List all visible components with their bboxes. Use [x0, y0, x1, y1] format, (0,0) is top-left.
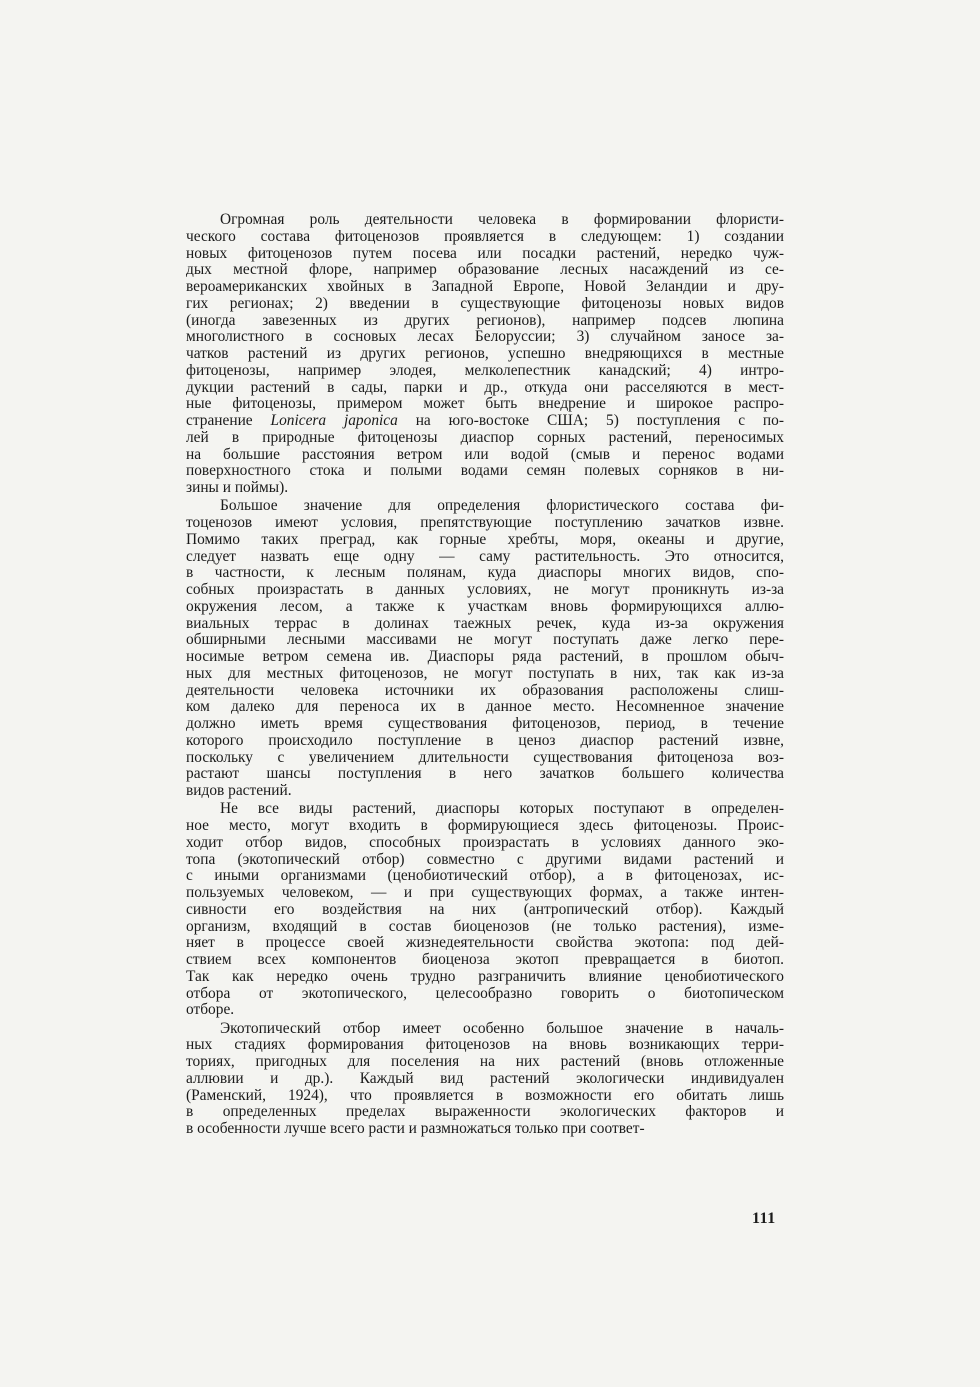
paragraph [186, 498, 784, 800]
text-line: в частности, к лесным полянам, куда диаспоры многих видов, спо- [186, 565, 784, 582]
text-line: окружения лесом, а также к участкам вновь формирующихся аллю- [186, 598, 784, 615]
text-line: Помимо таких преград, как горные хребты, моря, океаны и другие, [186, 531, 784, 548]
text-line: организм, входящий в состав биоценозов (не только растения), изме- [186, 918, 784, 935]
paragraph [186, 801, 784, 1019]
text-line: видов растений. [186, 783, 292, 799]
text-line: аллювии и др.). Каждый вид растений экологически индивидуален [186, 1070, 784, 1087]
text-line: дукции растений в сады, парки и др., откуда они расселяются в мест- [186, 379, 784, 396]
text-line: на большие расстояния ветром или водой (смыв и перенос водами [186, 446, 784, 463]
text-line: тоценозов имеют условия, препятствующие поступлению зачатков извне. [186, 515, 784, 531]
text-line: поверхностного стока и полыми водами семян полевых сорняков в ни- [186, 463, 784, 480]
text-line: вероамериканских хвойных в Западной Европе, Новой Зеландии и дру- [186, 279, 784, 295]
text-line: фитоценозы, например элодея, мелколепестник канадский; 4) интро- [186, 362, 784, 379]
paragraph [186, 1021, 784, 1138]
paragraph [186, 212, 784, 497]
text-line: няет в процессе своей жизнедеятельности свойства экотопа: под дей- [186, 935, 784, 952]
text-line: Не все виды растений, диаспоры которых поступают в определен- [220, 801, 784, 818]
text-line: деятельности человека источники их образования расположены слиш- [186, 682, 784, 699]
text-line: сивности его воздействия на них (антропический отбор). Каждый [186, 901, 784, 918]
body-text [186, 212, 784, 1138]
text-line: многолистного в сосновых лесах Белоруссии; 3) случайном заносе за- [186, 329, 784, 346]
text-line: в определенных пределах выраженности экологических факторов и [186, 1104, 784, 1121]
text-line: носимые ветром семена ив. Диаспоры ряда растений, в прошлом обыч- [186, 649, 784, 665]
text-line: с иными организмами (ценобиотический отбор), а в фитоценозах, ис- [186, 868, 784, 885]
text-line: следует назвать еще одну — саму растительность. Это относится, [186, 548, 784, 565]
text-line: ное место, могут входить в формирующиеся здесь фитоценозы. Проис- [186, 818, 784, 834]
text-line: отбора от экотопического, целесообразно говорить о биотопическом [186, 985, 784, 1002]
text-line: (Раменский, 1924), что проявляется в возможности его обитать лишь [186, 1087, 784, 1104]
text-line: которого происходило поступление в ценоз диаспор растений извне, [186, 732, 784, 749]
text-line: Экотопический отбор имеет особенно большое значение в началь- [220, 1020, 784, 1037]
text-line: новых фитоценозов путем посева или посадки растений, нередко чуж- [186, 245, 784, 262]
text-line: ные фитоценозы, примером может быть внедрение и широкое распро- [186, 396, 784, 413]
text-line: в особенности лучше всего расти и размножаться только при соответ- [186, 1121, 645, 1137]
text-line: ходит отбор видов, способных произрастать в условиях данного эко- [186, 834, 784, 851]
text-line: чатков растений из других регионов, успешно внедряющихся в местные [186, 346, 784, 362]
text-line: ных для местных фитоценозов, не могут поступать в них, так как из-за [186, 665, 784, 682]
text-line: дых местной флоре, например образование лесных насаждений из се- [186, 262, 784, 279]
text-line: лей в природные фитоценозы диаспор сорных растений, переносимых [186, 429, 784, 446]
text-line: (иногда завезенных из других регионов), например подсев люпина [186, 312, 784, 329]
text-line: собных произрастать в данных условиях, не могут проникнуть из-за [186, 582, 784, 598]
page-number: 111 [752, 1210, 776, 1227]
text-line: зины и поймы). [186, 480, 289, 496]
text-line: ком далеко для переноса их в данное место. Несомненное значение [186, 699, 784, 716]
text-line: странение Lonicera japonica на юго-востоке США; 5) поступления с по- [186, 413, 784, 429]
text-line: отборе. [186, 1002, 235, 1019]
text-line: Так как нередко очень трудно разграничить влияние ценобиотического [186, 968, 784, 985]
text-line: обширными лесными массивами не могут поступать даже легко пере- [186, 632, 784, 649]
text-line: Огромная роль деятельности человека в формировании флористи- [220, 212, 784, 228]
text-line: ных стадиях формирования фитоценозов на вновь возникающих терри- [186, 1037, 784, 1054]
text-line: ческого состава фитоценозов проявляется в следующем: 1) создании [186, 228, 784, 245]
text-line: растают шансы поступления в него зачатков большего количества [186, 766, 784, 783]
text-line: поскольку с увеличением длительности существования фитоценоза воз- [186, 749, 784, 766]
text-line: Большое значение для определения флористического состава фи- [220, 498, 784, 515]
text-line: топа (экотопический отбор) совместно с другими видами растений и [186, 851, 784, 868]
text-line: пользуемых человеком, — и при существующих формах, а также интен- [186, 885, 784, 901]
text-line: гих регионах; 2) введении в существующие фитоценозы новых видов [186, 295, 784, 312]
text-line: ствием всех компонентов биоценоза экотоп превращается в биотоп. [186, 952, 784, 968]
text-line: ториях, пригодных для поселения на них растений (вновь отложенные [186, 1054, 784, 1070]
text-line: виальных террас в долинах таежных речек, куда из-за окружения [186, 615, 784, 632]
text-line: должно иметь время существования фитоценозов, период, в течение [186, 716, 784, 732]
